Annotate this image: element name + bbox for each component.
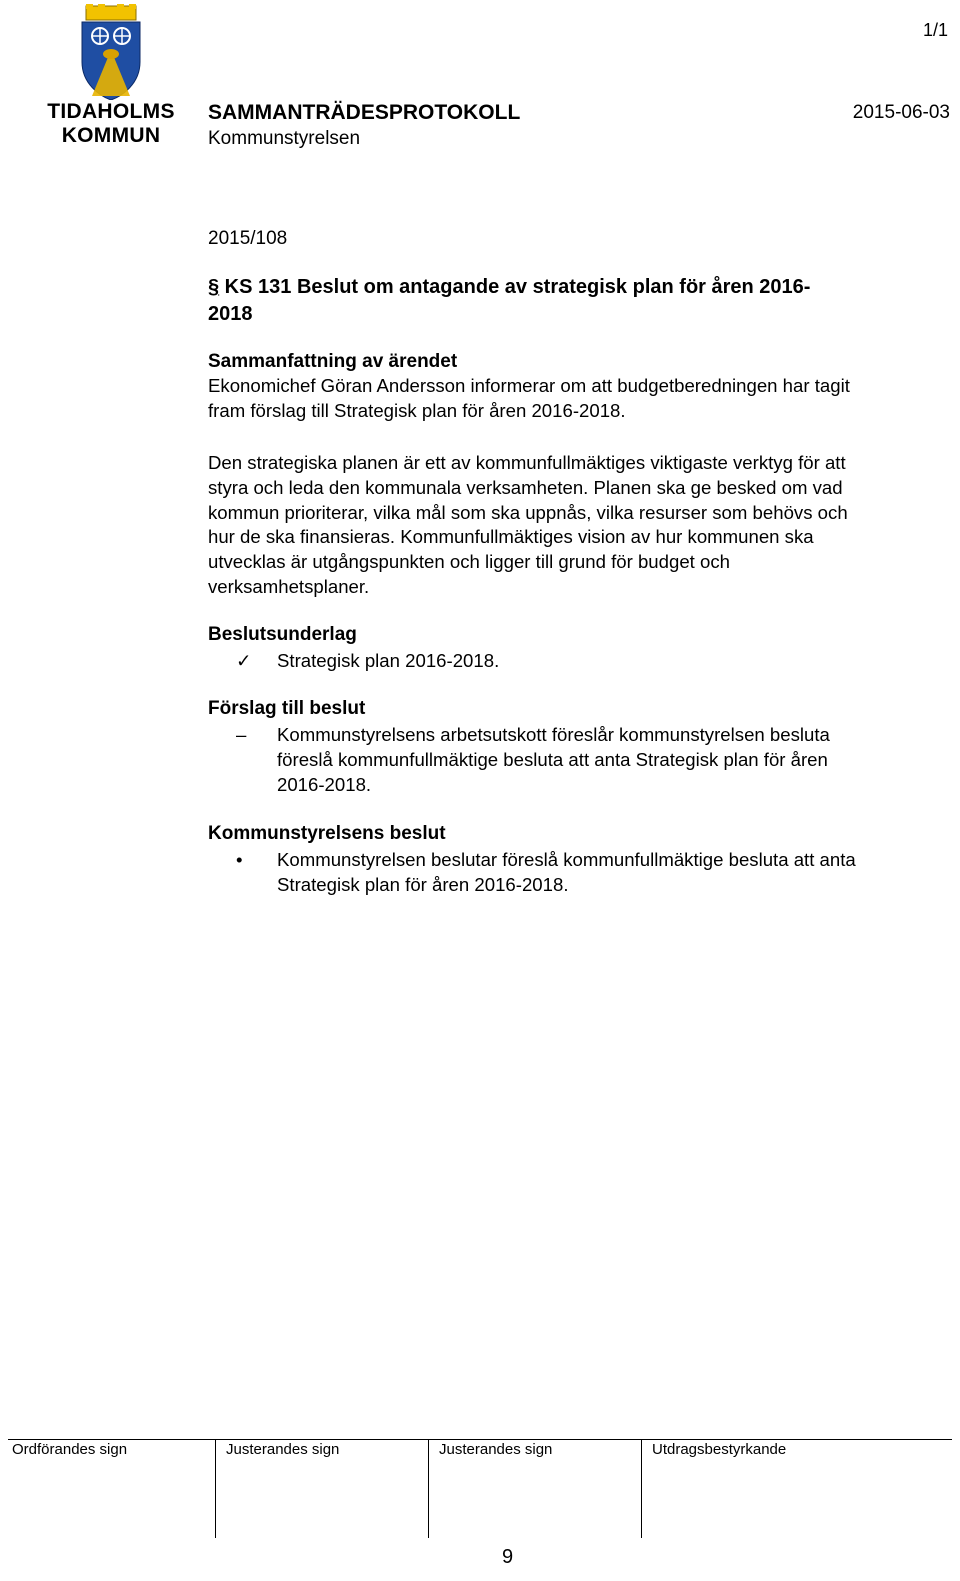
text-line: Strategisk plan för åren 2016-2018. <box>277 873 569 895</box>
basis-heading: Beslutsunderlag <box>208 624 357 645</box>
footer-divider <box>8 1439 952 1440</box>
case-heading-line1: KS 131 Beslut om antagande av strategisk plan för åren 2016- <box>219 276 811 298</box>
document-title: SAMMANTRÄDESPROTOKOLL <box>208 101 521 124</box>
municipality-name-line1: TIDAHOLMS <box>47 100 175 123</box>
coat-of-arms-icon <box>78 4 144 100</box>
adjuster-signature-label-2: Justerandes sign <box>439 1441 553 1458</box>
signature-divider <box>641 1440 642 1538</box>
checkmark-icon: ✓ <box>236 650 252 671</box>
adjuster-signature-label-1: Justerandes sign <box>226 1441 340 1458</box>
committee-name: Kommunstyrelsen <box>208 128 361 149</box>
text-line: fram förslag till Strategisk plan för åren 2016-2018. <box>208 399 626 421</box>
text-line: utvecklas är utgångspunkten och ligger till grund för budget och <box>208 551 730 573</box>
decision-heading: Kommunstyrelsens beslut <box>208 823 446 844</box>
decision-item <box>277 848 957 898</box>
proposal-item <box>277 723 957 797</box>
signature-divider <box>215 1440 216 1538</box>
chair-signature-label: Ordförandes sign <box>12 1441 128 1458</box>
extract-certifier-label: Utdragsbestyrkande <box>652 1441 787 1458</box>
summary-paragraph-2 <box>208 451 950 600</box>
text-line: verksamhetsplaner. <box>208 575 370 597</box>
page-counter: 1/1 <box>922 20 948 40</box>
footer-page-number: 9 <box>502 1546 514 1568</box>
text-line: Ekonomichef Göran Andersson informerar om att budgetberedningen har tagit <box>208 375 850 396</box>
text-line: Kommunstyrelsen beslutar föreslå kommunfullmäktige besluta att anta <box>277 849 856 870</box>
section-sign: § <box>208 276 220 298</box>
text-line: Den strategiska planen är ett av kommunfullmäktiges viktigaste verktyg för att <box>208 452 846 473</box>
case-heading <box>208 274 928 328</box>
case-heading-line2: 2018 <box>208 303 253 325</box>
basis-item: Strategisk plan 2016-2018. <box>277 650 500 671</box>
dash-bullet-icon: – <box>236 724 247 745</box>
bullet-icon: • <box>236 849 243 870</box>
text-line: Kommunstyrelsens arbetsutskott föreslår kommunstyrelsen besluta <box>277 724 830 745</box>
text-line: föreslå kommunfullmäktige besluta att anta Strategisk plan för åren <box>277 748 828 770</box>
summary-paragraph-1 <box>208 374 950 424</box>
signature-divider <box>428 1440 429 1538</box>
meeting-date: 2015-06-03 <box>852 102 950 123</box>
text-line: hur de ska finansieras. Kommunfullmäktiges vision av hur kommunen ska <box>208 526 814 548</box>
municipality-name-line2: KOMMUN <box>61 124 161 147</box>
summary-heading: Sammanfattning av ärendet <box>208 351 458 372</box>
case-number: 2015/108 <box>208 228 288 249</box>
text-line: 2016-2018. <box>277 773 372 795</box>
proposal-heading: Förslag till beslut <box>208 698 366 719</box>
text-line: styra och leda den kommunala verksamheten. Planen ska ge besked om vad <box>208 476 843 498</box>
text-line: kommun prioriterar, vilka mål som ska uppnås, vilka resurser som behövs och <box>208 501 848 523</box>
